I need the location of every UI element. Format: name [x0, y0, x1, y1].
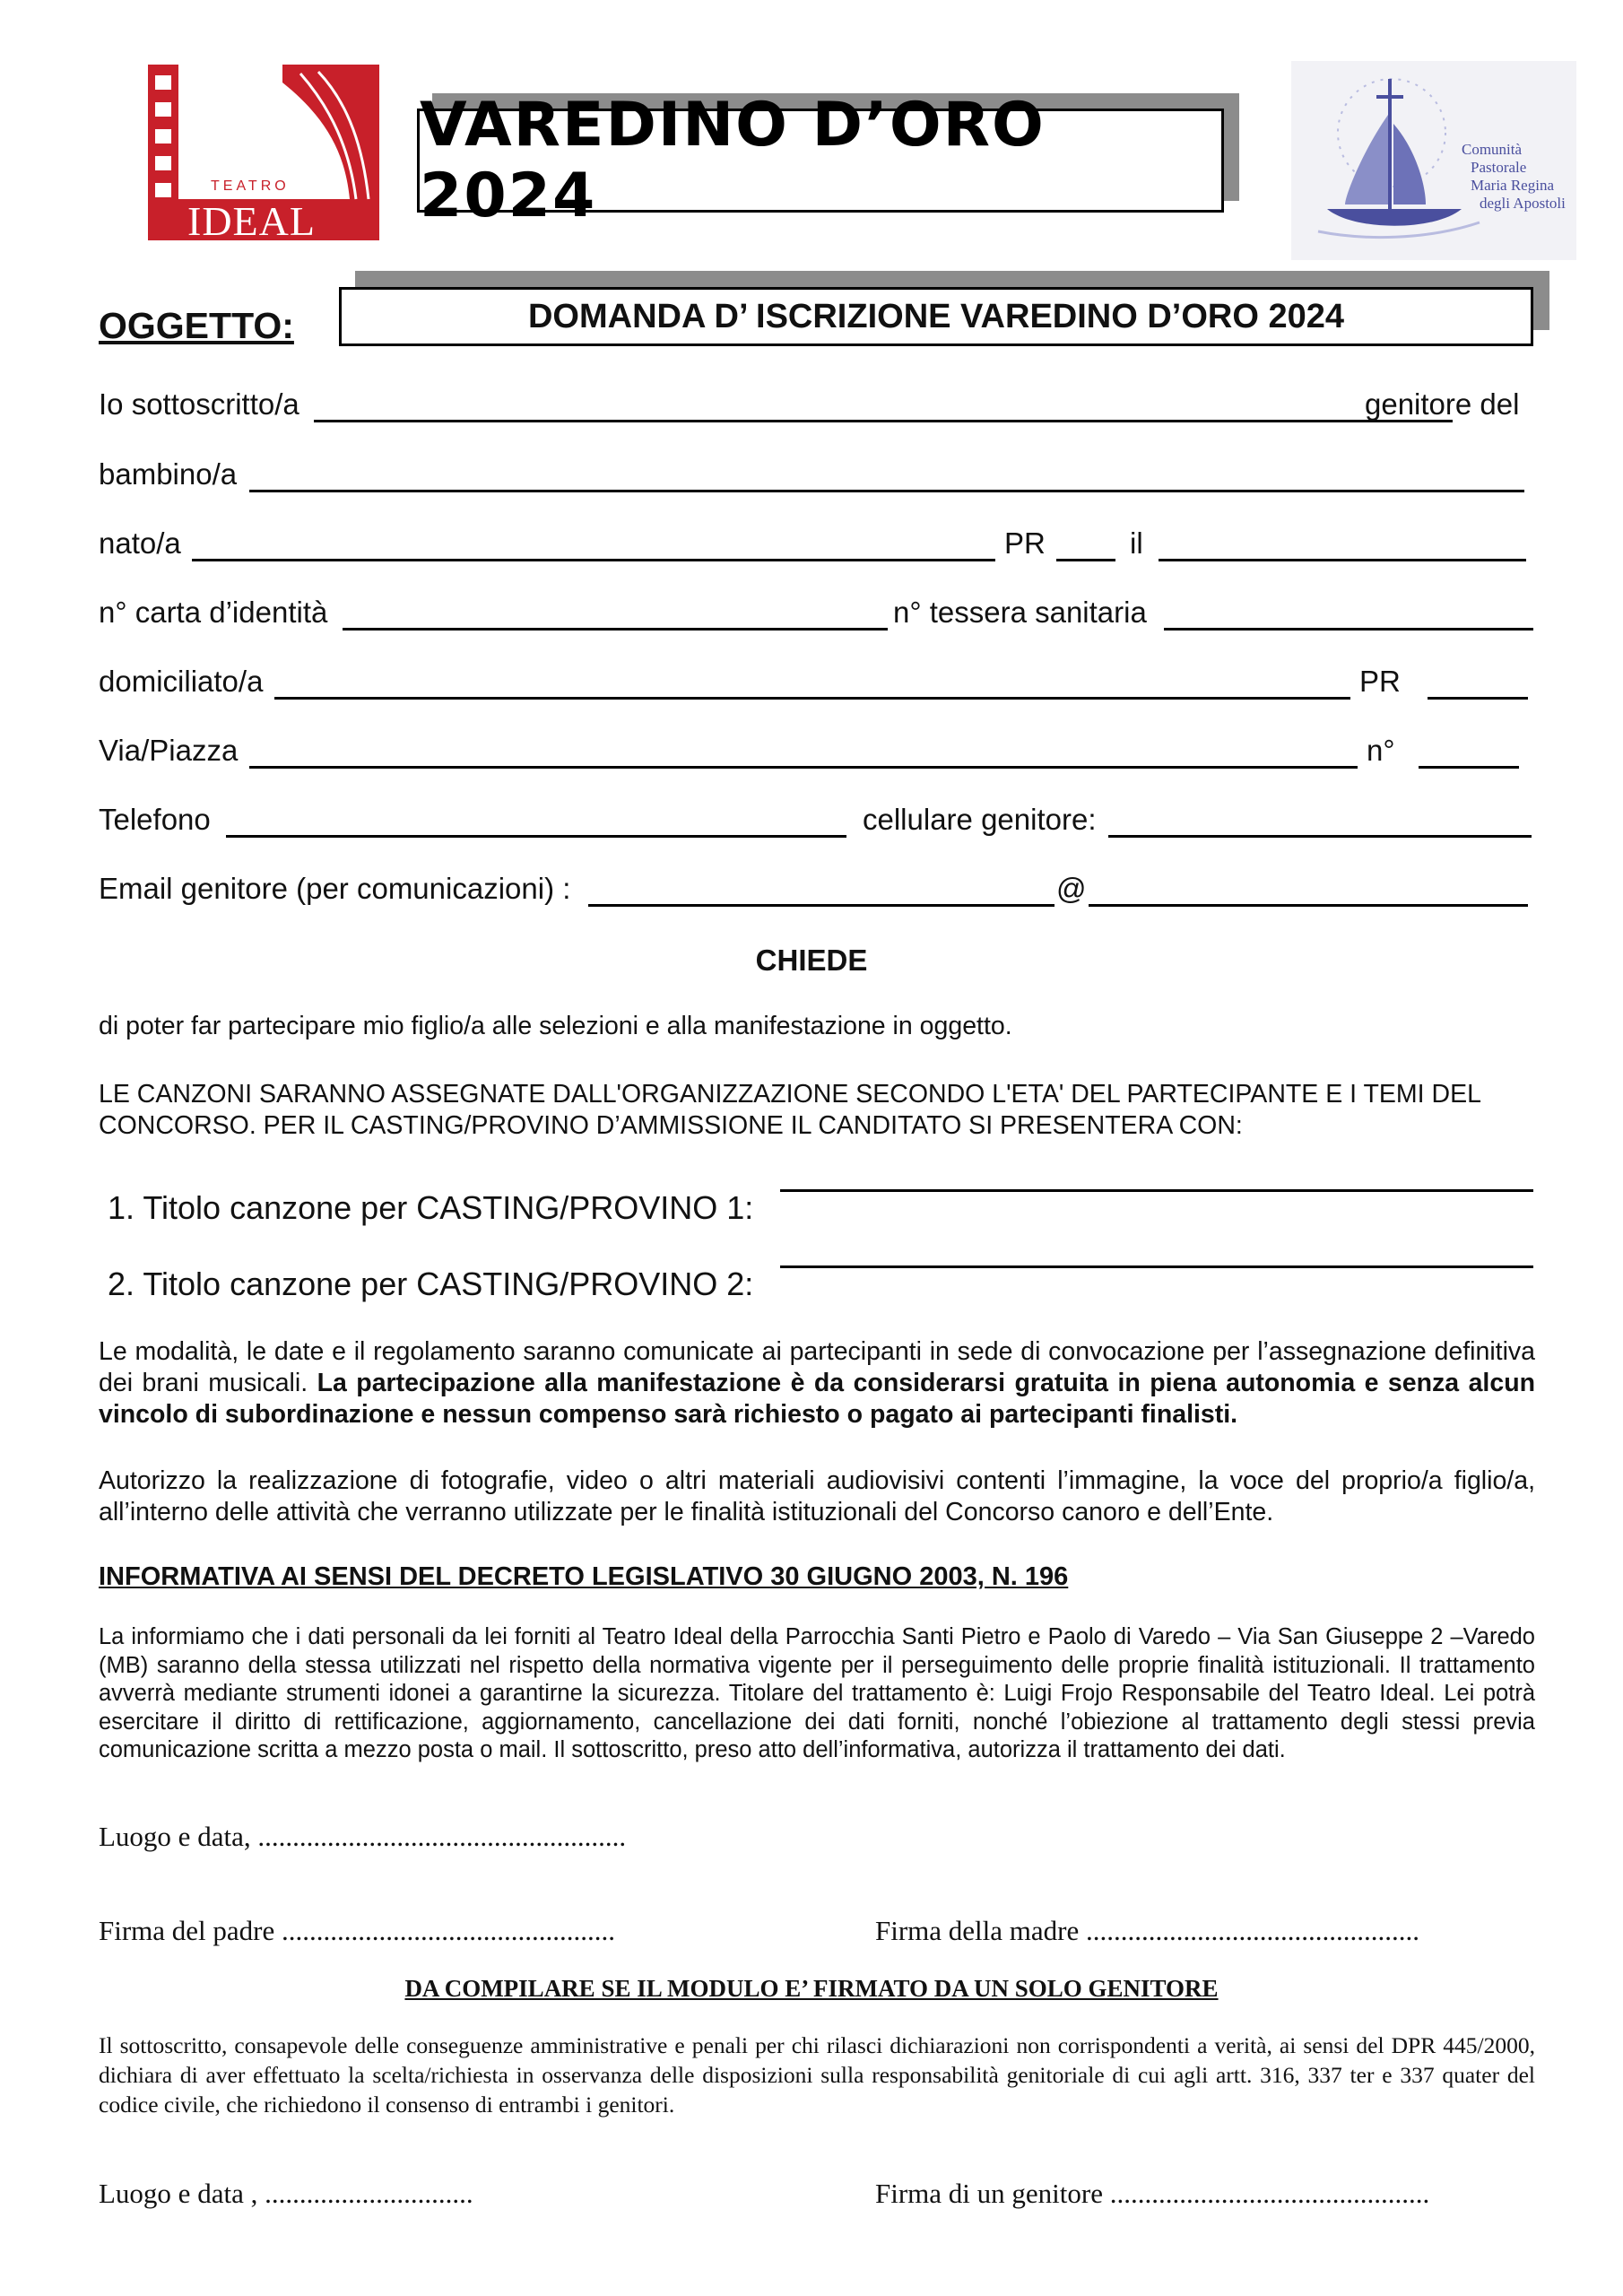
- civico-label: n°: [1367, 734, 1395, 767]
- luogo-data-1[interactable]: Luogo e data, .....................................................: [99, 1821, 627, 1852]
- data-nascita-field[interactable]: [1159, 559, 1526, 561]
- pr-label: PR: [1004, 526, 1046, 560]
- song-2-field[interactable]: [780, 1265, 1533, 1268]
- tessera-sanitaria-field[interactable]: [1164, 628, 1533, 631]
- civico-field[interactable]: [1419, 766, 1519, 769]
- subject-text: DOMANDA D’ ISCRIZIONE VAREDINO D’ORO 2024: [527, 297, 1344, 335]
- firma-padre[interactable]: Firma del padre ................................................: [99, 1915, 616, 1946]
- telefono-field[interactable]: [226, 835, 846, 838]
- cellulare-field[interactable]: [1108, 835, 1532, 838]
- domicilio-field[interactable]: [274, 697, 1350, 700]
- email-user-field[interactable]: [588, 904, 1055, 907]
- firma-genitore[interactable]: Firma di un genitore ..............................................: [875, 2178, 1430, 2209]
- email-label: Email genitore (per comunicazioni) :: [99, 872, 571, 905]
- row-bambino: [99, 457, 1533, 497]
- email-domain-field[interactable]: [1089, 904, 1528, 907]
- teatro-ideal-logo: [148, 65, 379, 240]
- logo-line-3: Maria Regina: [1471, 177, 1554, 194]
- logo-line-1: Comunità: [1462, 141, 1523, 158]
- chiede-heading: CHIEDE: [755, 944, 868, 977]
- tessera-sanitaria-label: n° tessera sanitaria: [893, 596, 1147, 629]
- canzoni-paragraph: LE CANZONI SARANNO ASSEGNATE DALL'ORGANIZZAZIONE SECONDO L'ETA' DEL PARTECIPANTE E I TEMI DEL CONCORSO. PER IL CASTING/PROVINO D’AMMISSIONE IL CANDITATO SI PRESENTERA CON:: [99, 1080, 1480, 1140]
- pr-domicilio-field[interactable]: [1428, 697, 1528, 700]
- single-parent-text: Il sottoscritto, consapevole delle conseguenze amministrative e penali per chi rilasci dichiarazioni non corrispondenti a verità, ai sensi del DPR 445/2000, dichiara di aver effettuato la scelta/richiesta in osservanza delle disposizioni sulla responsabilità genitoriale di cui agli artt. 316, 337 ter e 337 quater del codice civile, che richiedono il consenso di entrambi i genitori.: [99, 2032, 1535, 2118]
- row-nato: [99, 526, 1533, 566]
- row-sottoscritto: [99, 387, 1533, 427]
- luogo-nascita-field[interactable]: [192, 559, 995, 561]
- bambino-field[interactable]: [249, 490, 1524, 492]
- telefono-label: Telefono: [99, 803, 211, 836]
- logo-line-2: Pastorale: [1471, 159, 1527, 176]
- row-documenti: [99, 596, 1533, 635]
- firma-madre[interactable]: Firma della madre ................................................: [875, 1915, 1419, 1946]
- subject-box: [339, 287, 1533, 346]
- single-parent-heading: DA COMPILARE SE IL MODULO E’ FIRMATO DA UN SOLO GENITORE: [404, 1975, 1219, 2002]
- pr-domicilio-label: PR: [1359, 665, 1401, 698]
- via-field[interactable]: [249, 766, 1358, 769]
- song-1-label: 1. Titolo canzone per CASTING/PROVINO 1:: [108, 1189, 754, 1226]
- row-email: [99, 872, 1533, 911]
- song-2-label: 2. Titolo canzone per CASTING/PROVINO 2:: [108, 1265, 754, 1302]
- logo-line-4: degli Apostoli: [1480, 195, 1566, 212]
- informativa-text: La informiamo che i dati personali da lei forniti al Teatro Ideal della Parrocchia Santi Pietro e Paolo di Varedo – Via San Giuseppe 2 –Varedo (MB) saranno della stessa utilizzati nel rispetto della normativa vigente per il perseguimento delle proprie finalità istituzionali. Il trattamento avverrà mediante strumenti idonei a garantirne la sicurezza. Titolare del trattamento è: Luigi Frojo Responsabile del Teatro Ideal. Lei potrà esercitare il diritto di rettificazione, aggiornamento, cancellazione dei dati forniti, nonché l’obiezione al trattamento degli stessi previa comunicazione scritta a mezzo posta o mail. Il sottoscritto, preso atto dell’informativa, autorizza il trattamento dei dati.: [99, 1624, 1535, 1762]
- modalita-paragraph: [99, 1336, 1535, 1431]
- modalita-text: Le modalità, le date e il regolamento saranno comunicate ai partecipanti in sede di convocazione per l’assegnazione definitiva dei brani musicali.: [99, 1337, 1535, 1397]
- nato-label: nato/a: [99, 526, 181, 560]
- gratuita-text: La partecipazione alla manifestazione è da considerarsi gratuita in piena autonomia e senza alcun vincolo di subordinazione e nessun compenso sarà richiesto o pagato ai partecipanti finalisti.: [99, 1369, 1536, 1429]
- row-telefono: [99, 803, 1533, 842]
- row-via: [99, 734, 1533, 773]
- genitore-label: genitore del: [1365, 387, 1520, 421]
- subject-label: OGGETTO:: [99, 305, 294, 346]
- cellulare-label: cellulare genitore:: [863, 803, 1097, 836]
- autorizzo-paragraph: Autorizzo la realizzazione di fotografie, video o altri materiali audiovisivi contenti l’immagine, la voce del proprio/a figlio/a, all’interno delle attività che verranno utilizzate per le finalità istituzionali del Concorso canoro e dell’Ente.: [99, 1466, 1535, 1526]
- luogo-data-2[interactable]: Luogo e data , ..............................: [99, 2178, 473, 2209]
- bambino-label: bambino/a: [99, 457, 238, 491]
- title-box: [417, 90, 1224, 231]
- row-domicilio: [99, 665, 1533, 704]
- comunita-pastorale-logo: [1291, 61, 1576, 260]
- il-label: il: [1130, 526, 1143, 560]
- at-sign: @: [1056, 872, 1087, 905]
- logo-small-text: TEATRO: [211, 178, 290, 194]
- domiciliato-label: domiciliato/a: [99, 665, 264, 698]
- logo-brand-text: IDEAL: [187, 198, 316, 240]
- carta-identita-field[interactable]: [343, 628, 888, 631]
- pr-nascita-field[interactable]: [1056, 559, 1115, 561]
- chiede-text: di poter far partecipare mio figlio/a alle selezioni e alla manifestazione in oggetto.: [99, 1012, 1012, 1040]
- page-title: VAREDINO D’ORO 2024: [420, 90, 1046, 231]
- sottoscritto-field[interactable]: [314, 420, 1453, 422]
- sottoscritto-label: Io sottoscritto/a: [99, 387, 299, 421]
- carta-identita-label: n° carta d’identità: [99, 596, 328, 629]
- via-label: Via/Piazza: [99, 734, 239, 767]
- informativa-heading: INFORMATIVA AI SENSI DEL DECRETO LEGISLATIVO 30 GIUGNO 2003, N. 196: [99, 1562, 1069, 1591]
- song-1-field[interactable]: [780, 1189, 1533, 1192]
